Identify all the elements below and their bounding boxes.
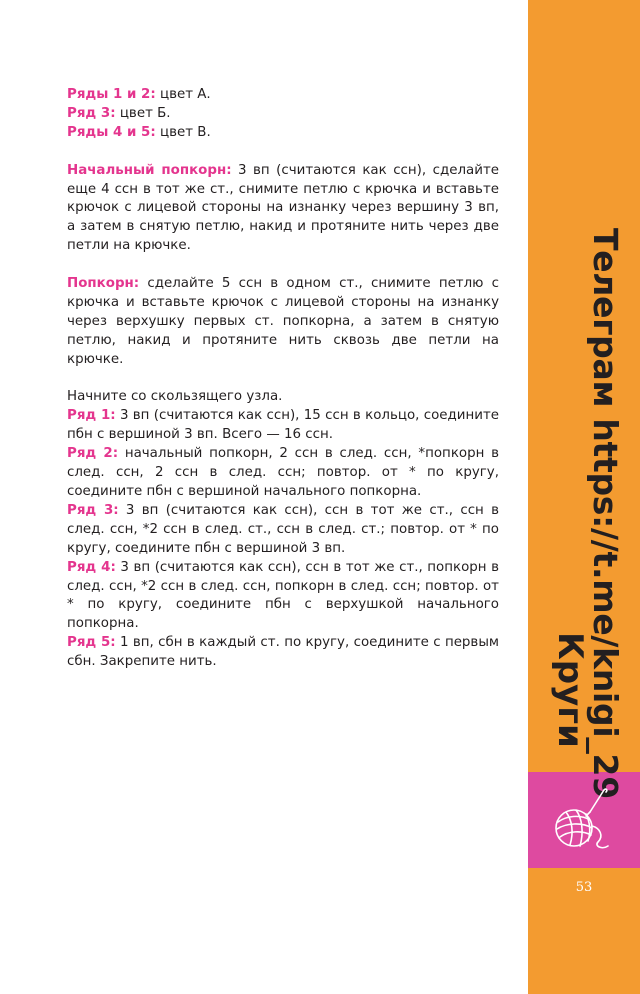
initial-popcorn-paragraph: [67, 162, 499, 257]
term-text: 3 вп (считаются как ссн), сделайте еще 4 ссн в тот же ст., снимите петлю с крючка и вставьте крючок с лицевой стороны на изнанку через вершину 3 вп, а затем в снятую петлю, накид и протяните нить через две петли на крючке.: [67, 162, 499, 254]
yarn-ball-crochet-hook-icon: [546, 786, 616, 856]
round-4: [67, 559, 499, 635]
round-5: [67, 634, 499, 672]
row-label: Ряды 1 и 2:: [67, 87, 156, 102]
round-label: Ряд 4:: [67, 559, 116, 575]
term-label: Начальный попкорн:: [67, 162, 232, 178]
row-label: Ряд 3:: [67, 105, 116, 121]
round-text: 3 вп (считаются как ссн), 15 ссн в кольцо, соедините пбн с вершиной 3 вп. Всего — 16 ссн.: [67, 408, 499, 443]
row-text: цвет А.: [155, 87, 211, 102]
term-label: Попкорн:: [67, 276, 140, 292]
round-text: начальный попкорн, 2 ссн в след. ссн, *попкорн в след. ссн, 2 ссн в след. ссн; повтор. от * по кругу, соедините пбн с вершиной начального попкорна.: [67, 446, 499, 499]
rows-1-2-line: [67, 86, 499, 105]
round-text: 1 вп, сбн в каждый ст. по кругу, соедините с первым сбн. Закрепите нить.: [67, 635, 500, 670]
round-label: Ряд 2:: [67, 446, 119, 462]
round-text: 3 вп (считаются как ссн), ссн в тот же ст., попкорн в след. ссн, *2 ссн в след. ссн, попкорн в след. ссн; повтор. от * по кругу, соедините пбн с верхушкой начального попкорна.: [67, 559, 499, 632]
round-label: Ряд 3:: [67, 502, 119, 518]
row-text: цвет Б.: [115, 105, 171, 121]
page-number: 53: [575, 880, 593, 895]
row-3-line: [67, 105, 499, 124]
term-text: сделайте 5 ссн в одном ст., снимите петлю с крючка и вставьте крючок с лицевой стороны на изнанку через верхушку первых ст. попкорна, а затем в снятую петлю, накид и протяните нить сквозь две петли на крючке.: [67, 276, 499, 367]
section-title: Круги: [550, 632, 590, 748]
round-3: [67, 502, 499, 559]
rows-4-5-line: [67, 124, 499, 143]
round-text: 3 вп (считаются как ссн), ссн в тот же ст., ссн в след. ссн, *2 ссн в след. ст., ссн в след. ст.; повтор. от * по кругу, соедините пбн с вершиной 3 вп.: [67, 502, 500, 556]
start-line: Начните со скользящего узла.: [67, 389, 283, 405]
telegram-link-text: Телеграм https://t.me/knigi_29: [586, 228, 625, 799]
round-2: [67, 445, 499, 502]
popcorn-paragraph: [67, 275, 499, 370]
round-label: Ряд 5:: [67, 635, 116, 651]
page-body: [67, 86, 499, 672]
round-label: Ряд 1:: [67, 408, 116, 424]
row-label: Ряды 4 и 5:: [67, 124, 156, 140]
round-1: [67, 407, 499, 445]
row-text: цвет В.: [155, 124, 211, 140]
